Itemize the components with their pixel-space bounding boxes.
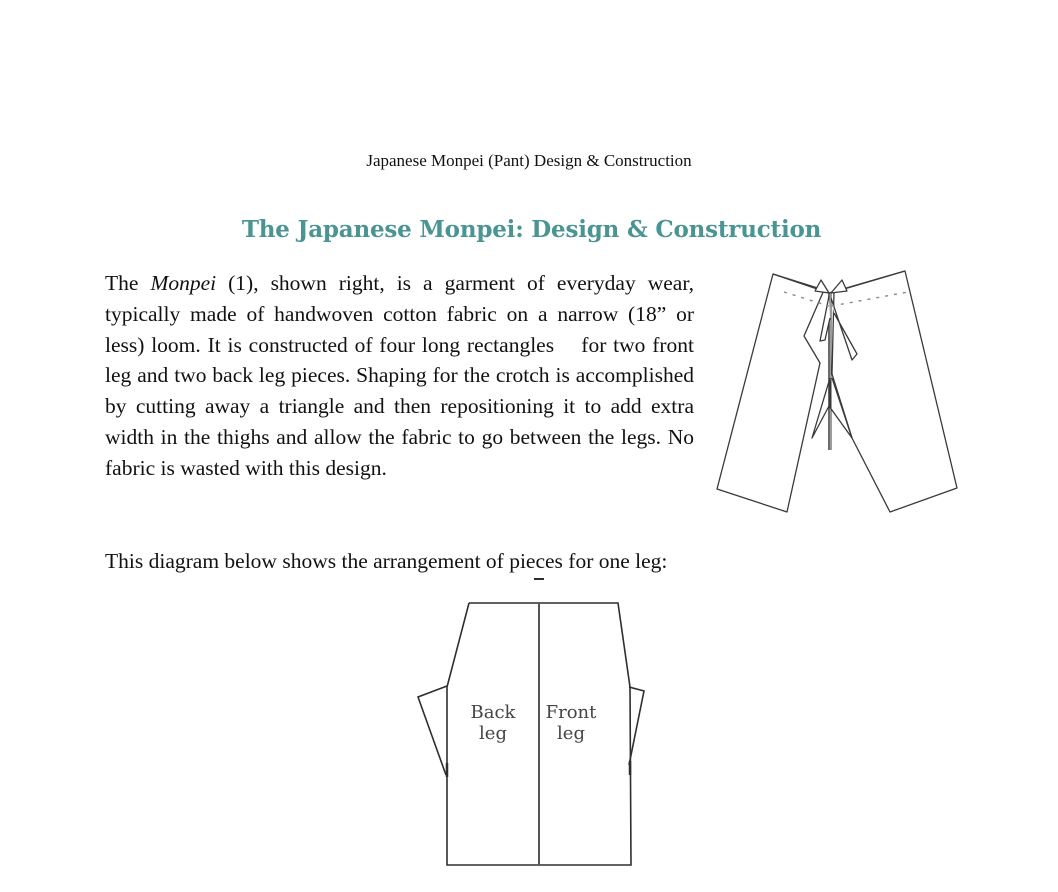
- intro-body: (1), shown right, is a garment of everyday wear, typically made of handwoven cotton fabric on a narrow (18” or less) loom. It is constructed of four long rectangles for two front leg and two back leg pieces. Shaping for the crotch is accomplished by cutting away a triangle and then repositioning it to add extra width in the thighs and allow the fabric to go between the legs. No fabric is wasted with this design.: [105, 271, 694, 480]
- intro-lead: The: [105, 271, 151, 295]
- front-leg-label-line1: Front: [545, 702, 597, 723]
- front-leg-label: [536, 702, 606, 744]
- back-leg-label-line2: leg: [479, 723, 507, 744]
- monpei-term: Monpei: [150, 271, 217, 295]
- leg-pattern-diagram-icon: [410, 575, 655, 875]
- diagram-intro-text: This diagram below shows the arrangement of pieces for one leg:: [105, 549, 668, 573]
- running-header: Japanese Monpei (Pant) Design & Construction: [366, 151, 692, 170]
- page-title: The Japanese Monpei: Design & Construction: [241, 216, 822, 243]
- intro-paragraph: [105, 268, 694, 484]
- front-leg-label-line2: leg: [557, 723, 585, 744]
- back-leg-label: [458, 702, 528, 744]
- back-leg-label-line1: Back: [470, 702, 516, 723]
- leg-pattern-diagram: [410, 575, 655, 875]
- monpei-pants-illustration-icon: [712, 268, 962, 516]
